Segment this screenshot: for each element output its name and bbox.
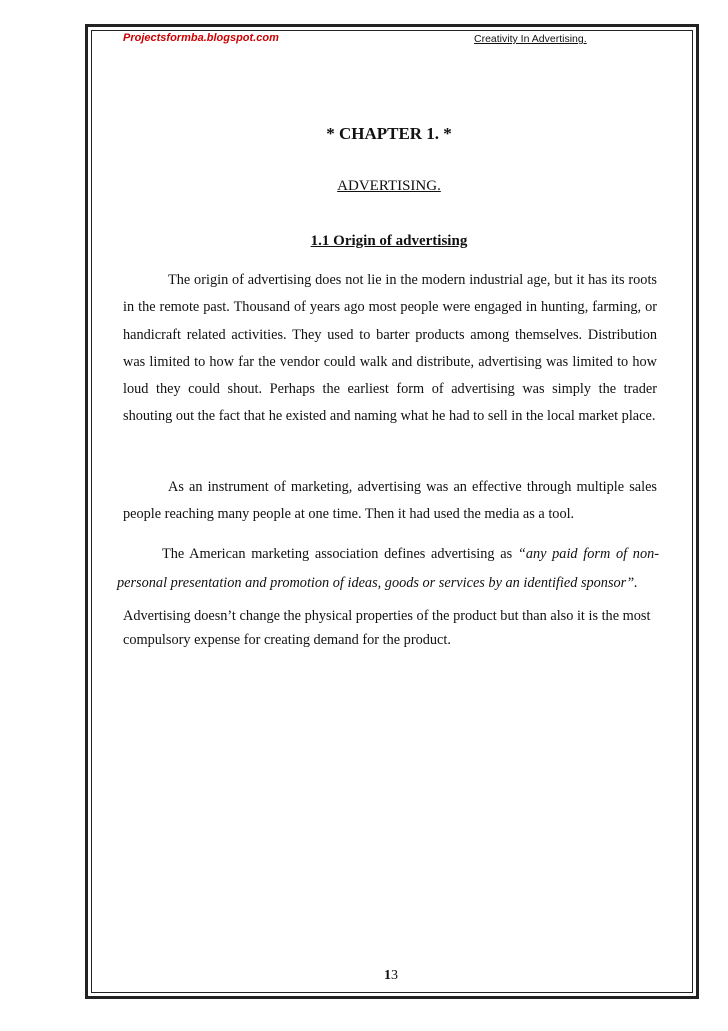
- page-number-bold: 1: [384, 968, 391, 983]
- section-heading: 1.1 Origin of advertising: [310, 233, 468, 249]
- chapter-title: ADVERTISING.: [337, 178, 441, 194]
- chapter-heading: * CHAPTER 1. *: [326, 124, 452, 143]
- definition-quote: “any paid form of non-personal presentation and promotion of ideas, goods or services by an identified sponsor”.: [117, 546, 659, 591]
- header-site-link[interactable]: Projectsformba.blogspot.com: [123, 32, 279, 44]
- paragraph-origin: The origin of advertising does not lie in the modern industrial age, but it has its roots in the remote past. Thousand of years ago most people were engaged in hunting, farming, or handicraft related activities. They used to barter products among themselves. Distribution was limited to how far the vendor could walk and distribute, advertising was limited to how loud they could shout. Perhaps the earliest form of advertising was simply the trader shouting out the fact that he existed and naming what he had to sell in the local market place.: [123, 272, 657, 425]
- definition-intro: The American marketing association defines advertising as: [162, 546, 518, 562]
- page-number: [384, 968, 398, 984]
- page-number-rest: 3: [391, 968, 398, 983]
- paragraph-instrument: As an instrument of marketing, advertising was an effective through multiple sales people reaching many people at one time. Then it had used the media as a tool.: [123, 479, 657, 523]
- paragraph-expense: Advertising doesn’t change the physical properties of the product but than also it is the most compulsory expense for creating demand for the product.: [123, 608, 651, 648]
- header-doc-title: Creativity In Advertising.: [474, 33, 587, 45]
- paragraph-definition: [117, 540, 659, 598]
